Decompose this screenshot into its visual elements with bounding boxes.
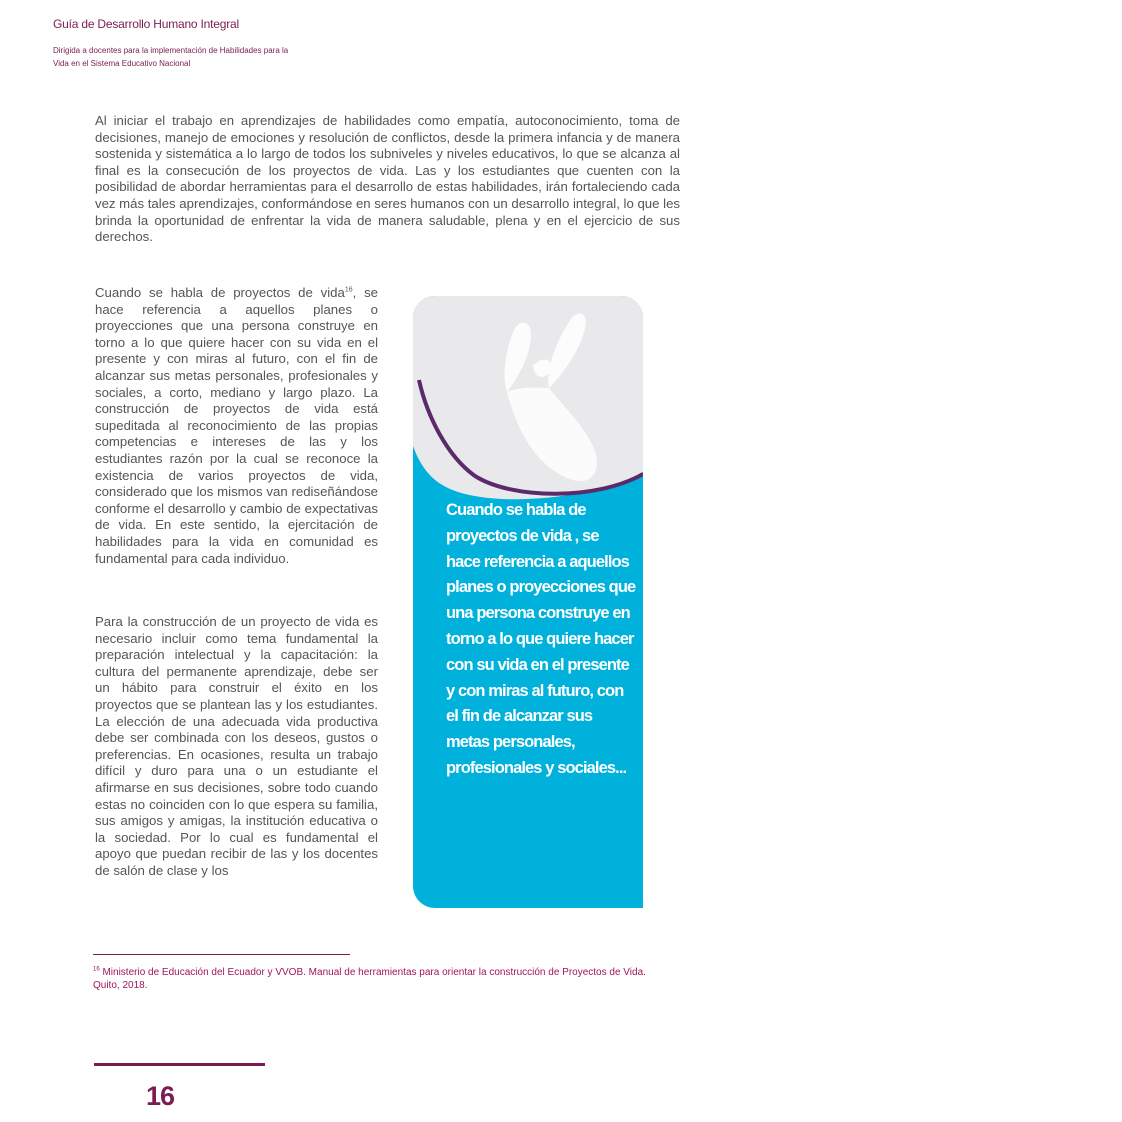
footnote-number: 16 [93,966,100,973]
life-project-text-rest: , se hace referencia a aquellos planes o proyecciones que una persona construye en torno a lo que quiere hacer con su vida en el presente y con miras al futuro, con el fin de alcanzar sus metas personales, profesionales y sociales, a corto, mediano y largo plazo. La construcción de proyectos de vida está supeditada al reconocimiento de las propias competencias e intereses de las y los estudiantes razón por la cual se reconoce la existencia de varios proyectos de vida, considerado que los mismos van rediseñándose conforme el desarrollo y cambio de expectativas de vida. En este sentido, la ejercitación de habilidades para la vida en comunidad es fundamental para cada individuo. [95,285,379,566]
pull-quote-card [413,296,643,908]
footnote [93,966,673,992]
header-subtitle-line1: Dirigida a docentes para la implementación de Habilidades para la [53,46,289,55]
page-number: 16 [146,1081,175,1111]
header-subtitle [53,44,313,70]
life-project-text-start: Cuando se habla de proyectos de vida [95,285,345,300]
intro-paragraph: Al iniciar el trabajo en aprendizajes de habilidades como empatía, autoconocimiento, toma de decisiones, manejo de emociones y resolución de conflictos, desde la primera infancia y de manera sostenida y sistemática a lo largo de todos los subniveles y niveles educativos, lo que se alcanza al final es la consecución de los proyectos de vida. Las y los estudiantes que cuenten con la posibilidad de abordar herramientas para el desarrollo de estas habilidades, irán fortaleciendo cada vez más tales aprendizajes, conformándose en seres humanos con un desarrollo integral, lo que les brinda la oportunidad de enfrentar la vida de manera saludable, plena y en el ejercicio de sus derechos. [95,113,680,245]
construction-paragraph: Para la construcción de un proyecto de vida es necesario incluir como tema fundamental la preparación intelectual y la capacitación: la cultura del permanente aprendizaje, debe ser un hábito para construir el éxito en los proyectos que se plantean las y los estudiantes. La elección de una adecuada vida productiva debe ser combinada con los deseos, gustos o preferencias. En ocasiones, resulta un trabajo difícil y duro para una o un estudiante el afirmarse en sus decisiones, sobre todo cuando estas no coinciden con lo que espera su familia, sus amigos y amigas, la institución educativa o la sociedad. Por lo cual es fundamental el apoyo que puedan recibir de las y los docentes de salón de clase y los [95,614,378,878]
life-project-paragraph [95,285,378,567]
heart-hands-icon [413,296,643,506]
header-title: Guía de Desarrollo Humano Integral [53,17,239,31]
page-number-rule [94,1063,265,1066]
footnote-reference[interactable]: 16 [344,286,353,294]
header-subtitle-line2: Vida en el Sistema Educativo Nacional [53,59,191,68]
footnote-text: Ministerio de Educación del Ecuador y VVOB. Manual de herramientas para orientar la construcción de Proyectos de Vida. Quito, 2018. [93,967,646,991]
footnote-divider [93,954,350,955]
pull-quote-text: Cuando se habla de proyectos de vida , se hace referencia a aquellos planes o proyecciones que una persona construye en torno a lo que quiere hacer con su vida en el presente y con miras al futuro, con el fin de alcanzar sus metas personales, profesionales y sociales... [446,501,636,777]
